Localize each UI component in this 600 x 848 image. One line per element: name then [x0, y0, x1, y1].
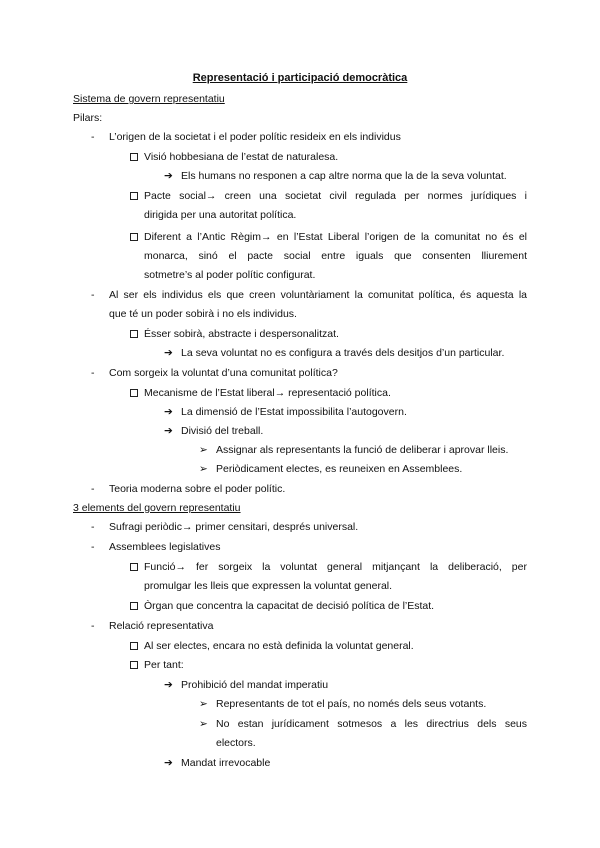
arrow-icon: ➔ [164, 406, 173, 418]
list-item: Sufragi periòdic→ primer censitari, després universal. [109, 521, 359, 533]
list-item: Assemblees legislatives [109, 541, 221, 553]
list-item-line: que té un poder sobirà i no els individus. [109, 308, 297, 320]
list-item: Al ser electes, encara no està definida la voluntat general. [144, 640, 414, 652]
list-item: Mecanisme de l’Estat liberal→ representació política. [144, 387, 391, 399]
list-item: Representants de tot el país, no només dels seus votants. [216, 698, 487, 710]
list-item: Mandat irrevocable [181, 757, 271, 769]
list-item-line: Al ser els individus els que creen voluntàriament la comunitat política, és aquesta la [109, 289, 527, 301]
arrow-icon: ➔ [164, 347, 173, 359]
list-item: Periòdicament electes, es reuneixen en Assemblees. [216, 463, 463, 475]
list-item: Ésser sobirà, abstracte i despersonalitzat. [144, 328, 339, 340]
list-item: L’origen de la societat i el poder polític resideix en els individus [109, 131, 401, 143]
arrow-icon: ➔ [164, 170, 173, 182]
dash-bullet: - [91, 521, 95, 533]
list-item-line: Diferent a l’Antic Règim→ en l’Estat Liberal l’origen de la comunitat no és el [144, 231, 527, 243]
list-item-line: promulgar les lleis que expressen la voluntat general. [144, 580, 393, 592]
list-item: Prohibició del mandat imperatiu [181, 679, 329, 691]
list-item: Òrgan que concentra la capacitat de decisió política de l’Estat. [144, 600, 435, 612]
checkbox-bullet [130, 389, 138, 397]
chevron-icon: ➢ [199, 463, 208, 475]
list-item: Teoria moderna sobre el poder polític. [109, 483, 286, 495]
chevron-icon: ➢ [199, 718, 208, 730]
list-item: Com sorgeix la voluntat d’una comunitat política? [109, 367, 338, 379]
list-item-line: monarca, sinó el pacte social entre iguals que consenten lliurement [144, 250, 527, 262]
arrow-icon: ➔ [164, 757, 173, 769]
list-item: Per tant: [144, 659, 184, 671]
list-item: Relació representativa [109, 620, 214, 632]
list-item: Visió hobbesiana de l’estat de naturalesa. [144, 151, 339, 163]
checkbox-bullet [130, 661, 138, 669]
list-item-line: Funció→ fer sorgeix la voluntat general mitjançant la deliberació, per [144, 561, 527, 573]
checkbox-bullet [130, 330, 138, 338]
section-heading-1: Sistema de govern representatiu [73, 93, 225, 105]
pilars-label: Pilars: [73, 112, 103, 124]
list-item: La dimensió de l’Estat impossibilita l’autogovern. [181, 406, 407, 418]
arrow-icon: ➔ [164, 425, 173, 437]
checkbox-bullet [130, 642, 138, 650]
checkbox-bullet [130, 192, 138, 200]
dash-bullet: - [91, 620, 95, 632]
checkbox-bullet [130, 563, 138, 571]
checkbox-bullet [130, 233, 138, 241]
section-heading-2: 3 elements del govern representatiu [73, 502, 241, 514]
dash-bullet: - [91, 367, 95, 379]
list-item-line: electors. [216, 737, 256, 749]
list-item: Divisió del treball. [181, 425, 264, 437]
chevron-icon: ➢ [199, 698, 208, 710]
arrow-icon: ➔ [164, 679, 173, 691]
list-item: Assignar als representants la funció de deliberar i aprovar lleis. [216, 444, 509, 456]
dash-bullet: - [91, 131, 95, 143]
checkbox-bullet [130, 153, 138, 161]
list-item: La seva voluntat no es configura a través dels desitjos d’un particular. [181, 347, 505, 359]
page-title: Representació i participació democràtica [192, 72, 408, 84]
dash-bullet: - [91, 289, 95, 301]
list-item-line: Pacte social→ creen una societat civil regulada per normes jurídiques i [144, 190, 527, 202]
list-item-line: sotmetre’s al poder polític configurat. [144, 269, 316, 281]
dash-bullet: - [91, 541, 95, 553]
chevron-icon: ➢ [199, 444, 208, 456]
list-item-line: No estan jurídicament sotmesos a les directrius dels seus [216, 718, 527, 730]
checkbox-bullet [130, 602, 138, 610]
list-item-line: dirigida per una autoritat política. [144, 209, 297, 221]
list-item: Els humans no responen a cap altre norma que la de la seva voluntat. [181, 170, 507, 182]
dash-bullet: - [91, 483, 95, 495]
